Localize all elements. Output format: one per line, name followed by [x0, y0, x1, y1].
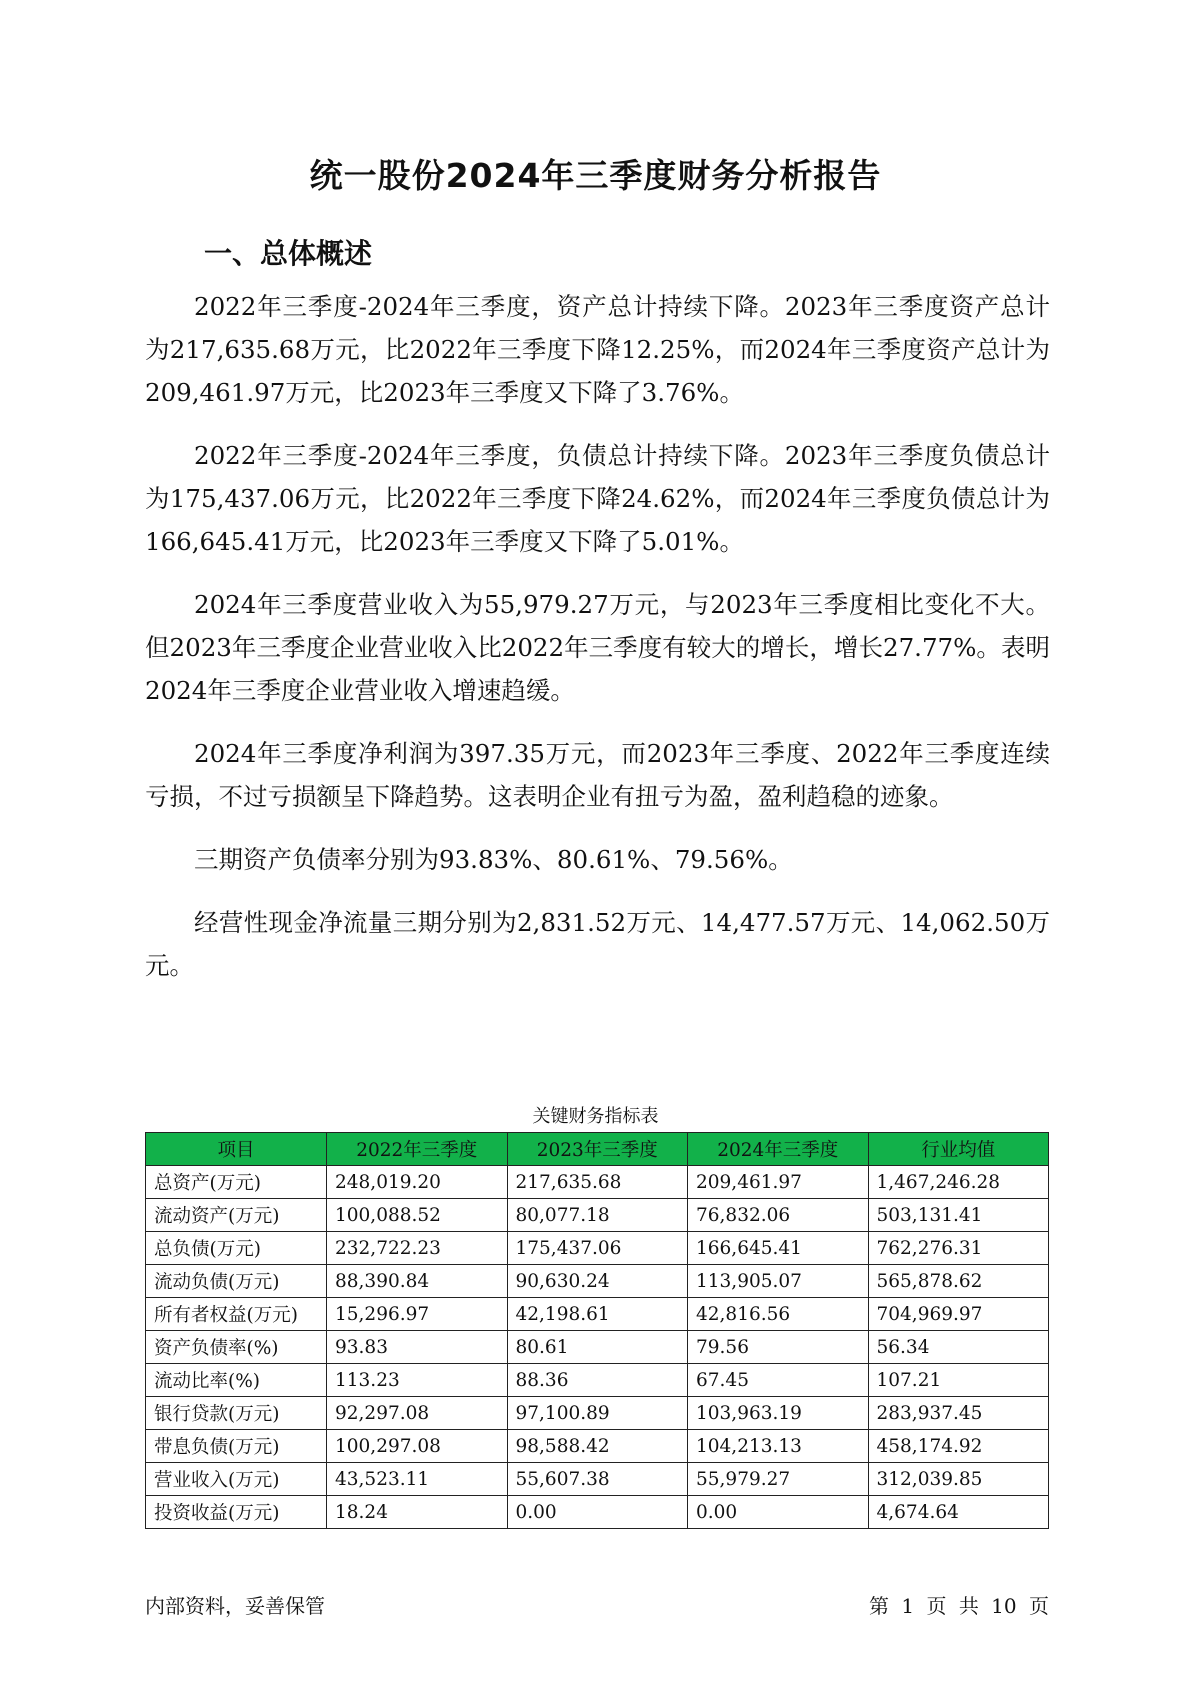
table-cell: 88,390.84 — [327, 1265, 508, 1298]
table-cell: 166,645.41 — [688, 1232, 869, 1265]
table-cell: 762,276.31 — [868, 1232, 1049, 1265]
table-cell: 312,039.85 — [868, 1463, 1049, 1496]
table-row — [146, 1331, 1049, 1364]
table-cell: 4,674.64 — [868, 1496, 1049, 1529]
report-body — [145, 285, 1050, 1007]
paragraph-net-profit: 2024年三季度净利润为397.35万元，而2023年三季度、2022年三季度连续亏损，不过亏损额呈下降趋势。这表明企业有扭亏为盈，盈利趋稳的迹象。 — [145, 739, 1050, 811]
table-cell: 103,963.19 — [688, 1397, 869, 1430]
table-cell: 55,979.27 — [688, 1463, 869, 1496]
table-cell: 232,722.23 — [327, 1232, 508, 1265]
row-label: 资产负债率(%) — [146, 1331, 327, 1364]
header-2023q3: 2023年三季度 — [507, 1133, 688, 1166]
table-row — [146, 1496, 1049, 1529]
table-cell: 217,635.68 — [507, 1166, 688, 1199]
row-label: 银行贷款(万元) — [146, 1397, 327, 1430]
table-cell: 90,630.24 — [507, 1265, 688, 1298]
row-label: 所有者权益(万元) — [146, 1298, 327, 1331]
table-cell: 107.21 — [868, 1364, 1049, 1397]
table-cell: 67.45 — [688, 1364, 869, 1397]
paragraph-liabilities: 2022年三季度-2024年三季度，负债总计持续下降。2023年三季度负债总计为175,437.06万元，比2022年三季度下降24.62%，而2024年三季度负债总计为166,645.41万元，比2023年三季度又下降了5.01%。 — [145, 441, 1050, 556]
table-cell: 97,100.89 — [507, 1397, 688, 1430]
table-cell: 79.56 — [688, 1331, 869, 1364]
table-cell: 80,077.18 — [507, 1199, 688, 1232]
table-cell: 55,607.38 — [507, 1463, 688, 1496]
table-cell: 76,832.06 — [688, 1199, 869, 1232]
table-row — [146, 1364, 1049, 1397]
table-cell: 100,088.52 — [327, 1199, 508, 1232]
table-row — [146, 1232, 1049, 1265]
table-cell: 248,019.20 — [327, 1166, 508, 1199]
header-2024q3: 2024年三季度 — [688, 1133, 869, 1166]
row-label: 带息负债(万元) — [146, 1430, 327, 1463]
table-cell: 1,467,246.28 — [868, 1166, 1049, 1199]
table-cell: 80.61 — [507, 1331, 688, 1364]
row-label: 流动比率(%) — [146, 1364, 327, 1397]
table-cell: 43,523.11 — [327, 1463, 508, 1496]
table-cell: 100,297.08 — [327, 1430, 508, 1463]
table-cell: 113.23 — [327, 1364, 508, 1397]
row-label: 流动资产(万元) — [146, 1199, 327, 1232]
table-cell: 88.36 — [507, 1364, 688, 1397]
table-header-row — [146, 1133, 1049, 1166]
table-cell: 42,198.61 — [507, 1298, 688, 1331]
table-row — [146, 1199, 1049, 1232]
table-cell: 704,969.97 — [868, 1298, 1049, 1331]
table-cell: 503,131.41 — [868, 1199, 1049, 1232]
header-2022q3: 2022年三季度 — [327, 1133, 508, 1166]
table-cell: 458,174.92 — [868, 1430, 1049, 1463]
table-cell: 42,816.56 — [688, 1298, 869, 1331]
page-title: 统一股份2024年三季度财务分析报告 — [309, 156, 882, 195]
section-heading: 一、总体概述 — [204, 237, 373, 270]
row-label: 总资产(万元) — [146, 1166, 327, 1199]
table-cell: 104,213.13 — [688, 1430, 869, 1463]
header-industry-avg: 行业均值 — [868, 1133, 1049, 1166]
table-row — [146, 1430, 1049, 1463]
table-cell: 175,437.06 — [507, 1232, 688, 1265]
table-cell: 113,905.07 — [688, 1265, 869, 1298]
table-row — [146, 1463, 1049, 1496]
paragraph-assets: 2022年三季度-2024年三季度，资产总计持续下降。2023年三季度资产总计为217,635.68万元，比2022年三季度下降12.25%，而2024年三季度资产总计为209,461.97万元，比2023年三季度又下降了3.76%。 — [145, 292, 1050, 407]
table-cell: 56.34 — [868, 1331, 1049, 1364]
page-number: 第 1 页 共 10 页 — [869, 1594, 1049, 1618]
table-row — [146, 1397, 1049, 1430]
table-cell: 18.24 — [327, 1496, 508, 1529]
table-cell: 92,297.08 — [327, 1397, 508, 1430]
row-label: 总负债(万元) — [146, 1232, 327, 1265]
table-cell: 209,461.97 — [688, 1166, 869, 1199]
key-indicators-table — [145, 1132, 1049, 1529]
table-cell: 0.00 — [688, 1496, 869, 1529]
paragraph-cash-flow: 经营性现金净流量三期分别为2,831.52万元、14,477.57万元、14,062.50万元。 — [145, 908, 1050, 980]
table-cell: 98,588.42 — [507, 1430, 688, 1463]
table-row — [146, 1166, 1049, 1199]
row-label: 投资收益(万元) — [146, 1496, 327, 1529]
paragraph-debt-ratio: 三期资产负债率分别为93.83%、80.61%、79.56%。 — [194, 845, 793, 874]
confidential-note: 内部资料，妥善保管 — [145, 1594, 325, 1618]
header-item: 项目 — [146, 1133, 327, 1166]
table-row — [146, 1265, 1049, 1298]
table-cell: 565,878.62 — [868, 1265, 1049, 1298]
table-cell: 93.83 — [327, 1331, 508, 1364]
table-caption: 关键财务指标表 — [532, 1106, 659, 1127]
paragraph-revenue: 2024年三季度营业收入为55,979.27万元，与2023年三季度相比变化不大。但2023年三季度企业营业收入比2022年三季度有较大的增长，增长27.77%。表明2024年三季度企业营业收入增速趋缓。 — [145, 590, 1050, 705]
table-cell: 283,937.45 — [868, 1397, 1049, 1430]
table-row — [146, 1298, 1049, 1331]
row-label: 营业收入(万元) — [146, 1463, 327, 1496]
table-cell: 15,296.97 — [327, 1298, 508, 1331]
table-cell: 0.00 — [507, 1496, 688, 1529]
row-label: 流动负债(万元) — [146, 1265, 327, 1298]
